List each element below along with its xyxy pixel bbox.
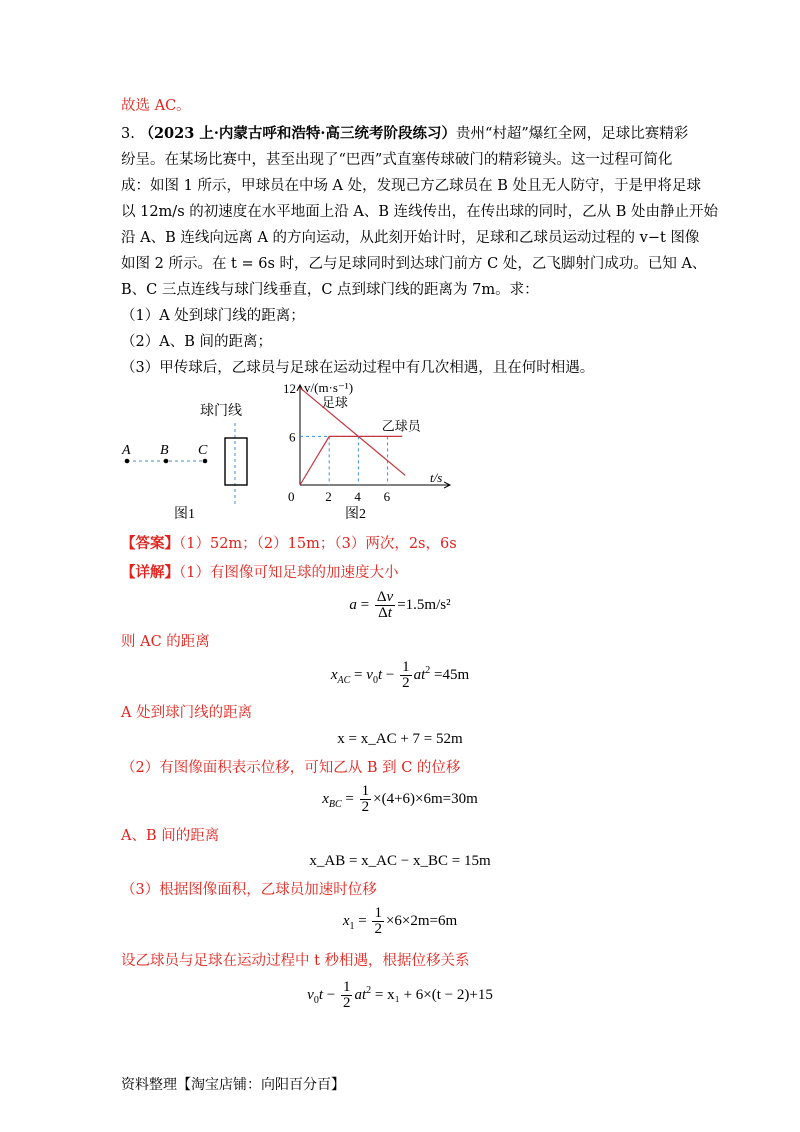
detail-line-4: （2）有图像面积表示位移，可知乙从 B 到 C 的位移	[121, 760, 461, 776]
question-source: （2023 上·内蒙古呼和浩特·高三统考阶段练习）	[139, 125, 456, 142]
question-first-line	[121, 124, 688, 144]
question-number: 3.	[121, 126, 135, 142]
chart-series	[300, 388, 405, 485]
detail-tag: 【详解】	[121, 564, 179, 581]
formula-6-right: ×6×2m=6m	[385, 912, 458, 929]
x-tick-label: 2	[325, 489, 332, 504]
answer-line	[121, 534, 457, 554]
x-tick-label: 6	[383, 489, 391, 504]
detail-line-6: （3）根据图像面积，乙球员加速时位移	[121, 882, 377, 898]
label-c: C	[198, 443, 208, 458]
y-tick-label: 12	[283, 380, 296, 396]
sub-question-3: （3）甲传球后，乙球员与足球在运动过程中有几次相遇，且在何时相遇。	[121, 360, 595, 376]
x-tick-label: 4	[354, 489, 361, 504]
label-b: B	[160, 443, 169, 458]
sub-question-1: （1）A 处到球门线的距离；	[121, 308, 305, 324]
question-line-4: 沿 A、B 连线向远离 A 的方向运动，从此刻开始计时，足球和乙球员运动过程的 v−t 图像	[121, 230, 700, 246]
question-line-6: B、C 三点连线与球门线垂直，C 点到球门线的距离为 7m。求：	[121, 282, 539, 298]
player-series-label: 乙球员	[381, 418, 421, 434]
figure-1-caption: 图1	[174, 507, 195, 522]
formula-acceleration: a = $\frac{\Delta v}{\Delta t}$ =1.5m/s²	[349, 589, 451, 621]
formula-xac: $x_{AC} = v_0t$ − $\frac{1}{2}$ $at^2 =45m$	[330, 659, 470, 691]
detail-line-7: 设乙球员与足球在运动过程中 t 秒相遇，根据位移关系	[121, 953, 470, 969]
detail-line-1	[121, 563, 398, 583]
detail-line-2: 则 AC 的距离	[121, 634, 210, 650]
answer-tag: 【答案】	[121, 535, 179, 552]
detail-s1: （1）有图像可知足球的加速度大小	[179, 565, 399, 581]
question-line-3: 以 12m/s 的初速度在水平地面上沿 A、B 连线传出，在传出球的同时，乙从 B 处由静止开始	[121, 204, 718, 220]
y-axis-label: v/(m·s⁻¹)	[304, 380, 354, 395]
formula-meeting: $v_0t$ − $\frac{1}{2}$ $at^2 = x_1 + 6\times(t - 2)+15$	[307, 979, 493, 1011]
point-b	[164, 459, 169, 464]
answer-text: （1）52m；（2）15m；（3）两次，2s，6s	[179, 536, 457, 552]
question-line-1: 纷呈。在某场比赛中，甚至出现了“巴西”式直塞传球破门的精彩镜头。这一过程可简化	[121, 152, 673, 168]
label-a: A	[122, 443, 131, 458]
question-line-0: 贵州“村超”爆红全网，足球比赛精彩	[455, 126, 689, 142]
figure-1	[110, 390, 290, 530]
formula-x1: $x_1$ = $\frac{1}{2}$ ×6×2m=6m	[342, 905, 458, 937]
detail-line-3: A 处到球门线的距离	[121, 705, 253, 721]
formula-1-right: =1.5m/s²	[397, 596, 451, 613]
ball-series-label: 足球	[321, 395, 348, 411]
x-axis-label: t/s	[430, 470, 443, 485]
figure-2-chart	[270, 375, 480, 530]
question-line-5: 如图 2 所示。在 t = 6s 时，乙与足球同时到达球门前方 C 处，乙飞脚射门成功。已知 A、	[121, 256, 707, 272]
sub-question-2: （2）A、B 间的距离；	[121, 334, 272, 350]
formula-xbc: $x_{BC}$ = $\frac{1}{2}$ ×(4+6)×6m=30m	[322, 783, 478, 815]
footer-note: 资料整理【淘宝店铺：向阳百分百】	[121, 1077, 345, 1093]
formula-4-right: ×(4+6)×6m=30m	[373, 790, 478, 807]
point-c	[203, 459, 208, 464]
formula-2-right: =45m	[434, 666, 470, 683]
formula-7-right: = x₁ + 6×(t − 2)+15	[374, 986, 493, 1003]
goal-line-label: 球门线	[200, 404, 242, 419]
figure-2-caption: 图2	[345, 507, 366, 522]
y-tick-label: 6	[289, 429, 296, 445]
origin-label: 0	[288, 489, 295, 504]
formula-x: x = x_AC + 7 = 52m	[337, 731, 463, 747]
chart-guides	[300, 436, 391, 485]
point-a	[125, 459, 130, 464]
goal-box	[225, 438, 247, 485]
detail-line-5: A、B 间的距离	[121, 828, 220, 844]
formula-xab: x_AB = x_AC − x_BC = 15m	[309, 853, 491, 869]
previous-answer-line: 故选 AC。	[121, 98, 191, 114]
question-line-2: 成：如图 1 所示，甲球员在中场 A 处，发现己方乙球员在 B 处且无人防守，于是甲将足球	[121, 178, 702, 194]
